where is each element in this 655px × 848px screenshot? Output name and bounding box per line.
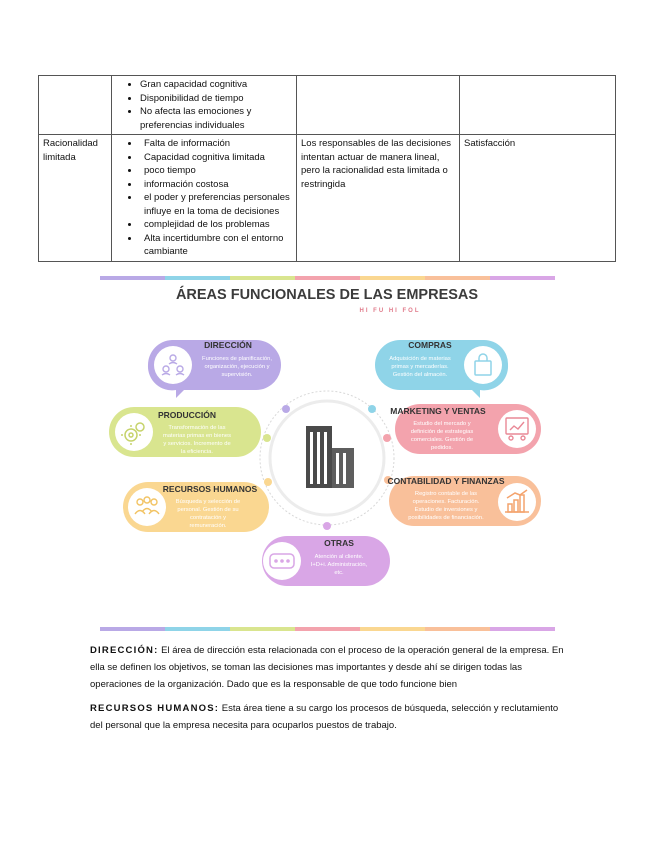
card-line: comerciales. Gestión de [410, 437, 474, 443]
table-cell-result: Satisfacción [460, 135, 616, 262]
card-line: etc. [334, 570, 344, 576]
table-cell [297, 76, 460, 135]
card-line: y servicios. Incremento de [163, 441, 231, 447]
card-line: materias primas en bienes [163, 433, 231, 439]
list-item: • Capacidad cognitiva limitada [140, 151, 292, 165]
table-row [39, 76, 616, 135]
list-item: • Disponibilidad de tiempo [140, 92, 292, 106]
card-line: Estudio del mercado y [413, 421, 471, 427]
paragraph-keyword: RECURSOS HUMANOS: [90, 703, 220, 714]
list-item: • el poder y preferencias personales influye en la toma de decisiones [140, 191, 292, 218]
card-icon-circle [128, 488, 166, 526]
card-title: RECURSOS HUMANOS [162, 484, 258, 494]
list-item: • Gran capacidad cognitiva [140, 78, 292, 92]
list-item: • Falta de información [140, 137, 292, 151]
table-row [39, 135, 616, 262]
card-line: operaciones. Facturación. [412, 499, 480, 505]
card-otras [262, 536, 390, 586]
connector-dot [282, 405, 290, 413]
card-line: Gestión del almacén. [392, 372, 448, 378]
list-item: • poco tiempo [140, 164, 292, 178]
card-title: CONTABILIDAD Y FINANZAS [387, 476, 505, 486]
card-line: Registro contable de las [414, 491, 478, 497]
connector-dot [383, 434, 391, 442]
card-line: personal. Gestión de su [177, 507, 239, 513]
decision-table [38, 75, 616, 262]
table-cell-label: Racionalidad limitada [39, 135, 112, 262]
card-line: pedidos. [431, 445, 453, 451]
card-line: posibilidades de financiación. [408, 515, 484, 521]
card-direccion [148, 339, 281, 398]
card-line: Atención al cliente. [314, 554, 364, 560]
card-line: Funciones de planificación, [202, 356, 272, 362]
card-recursos-humanos [123, 482, 269, 532]
list-item: • información costosa [140, 178, 292, 192]
card-icon-circle [115, 413, 153, 451]
card-icon-circle [464, 346, 502, 384]
card-line: primas y mercaderías. [391, 364, 449, 370]
card-line: Estudio de inversiones y [414, 507, 478, 513]
top-color-bar [100, 276, 555, 280]
connector-dot [323, 522, 331, 530]
card-contabilidad [387, 476, 541, 526]
functional-areas-infographic [100, 276, 555, 634]
table-cell [112, 135, 297, 262]
table-cell-description: Los responsables de las decisiones intentan actuar de manera lineal, pero la racionalidad esta limitada o restringida [297, 135, 460, 262]
card-line: Búsqueda y selección de [175, 499, 241, 505]
card-line: supervisión. [221, 372, 253, 378]
card-line: definición de estrategias [410, 429, 474, 435]
table-cell [112, 76, 297, 135]
paragraph-text: Esta área tiene a su cargo los procesos de búsqueda, selección y reclutamiento del personal que la empresa necesita para ocuparlos puestos de trabajo. [90, 703, 559, 731]
infographic-subtitle: HI FU HI FOL [359, 308, 421, 314]
table-cell [460, 76, 616, 135]
card-line: remuneración. [189, 523, 227, 529]
bullet-list [116, 78, 292, 132]
card-marketing [390, 404, 541, 454]
paragraph-direccion [90, 642, 570, 693]
card-produccion [109, 407, 261, 457]
paragraph-keyword: DIRECCIÓN: [90, 645, 159, 656]
card-line: Transformación de las [168, 425, 226, 431]
card-title: PRODUCCIÓN [157, 410, 217, 420]
bullet-list [116, 137, 292, 259]
card-icon-circle [498, 483, 536, 521]
card-title: OTRAS [324, 538, 354, 548]
paragraph-text: El área de dirección esta relacionada con el proceso de la operación general de la empresa. En ella se definen los objetivos, se toman las decisiones mas importantes y desde ahí se dirigen todas las operaciones de la organización. Dado que es la responsable de que todo funcione bien [90, 645, 564, 690]
card-title: COMPRAS [408, 340, 452, 350]
connector-dot [264, 478, 272, 486]
list-item: • Alta incertidumbre con el entorno cambiante [140, 232, 292, 259]
list-item: • No afecta las emociones y preferencias individuales [140, 105, 292, 132]
connector-dot [368, 405, 376, 413]
card-line: organización, ejecución y [204, 364, 270, 370]
bottom-color-bar [100, 627, 555, 631]
card-line: la eficiencia. [181, 449, 213, 455]
paragraph-recursos-humanos [90, 700, 570, 734]
card-compras [375, 340, 508, 398]
card-icon-circle [154, 346, 192, 384]
connector-dot [263, 434, 271, 442]
infographic-title: ÁREAS FUNCIONALES DE LAS EMPRESAS [175, 287, 479, 303]
card-title: DIRECCIÓN [204, 340, 252, 350]
card-line: contratación y [189, 515, 227, 521]
card-line: I+D+i. Administración, [310, 562, 368, 568]
card-line: Adquisición de materias [389, 356, 451, 362]
card-title: MARKETING Y VENTAS [390, 406, 486, 416]
list-item: • complejidad de los problemas [140, 218, 292, 232]
table-cell [39, 76, 112, 135]
